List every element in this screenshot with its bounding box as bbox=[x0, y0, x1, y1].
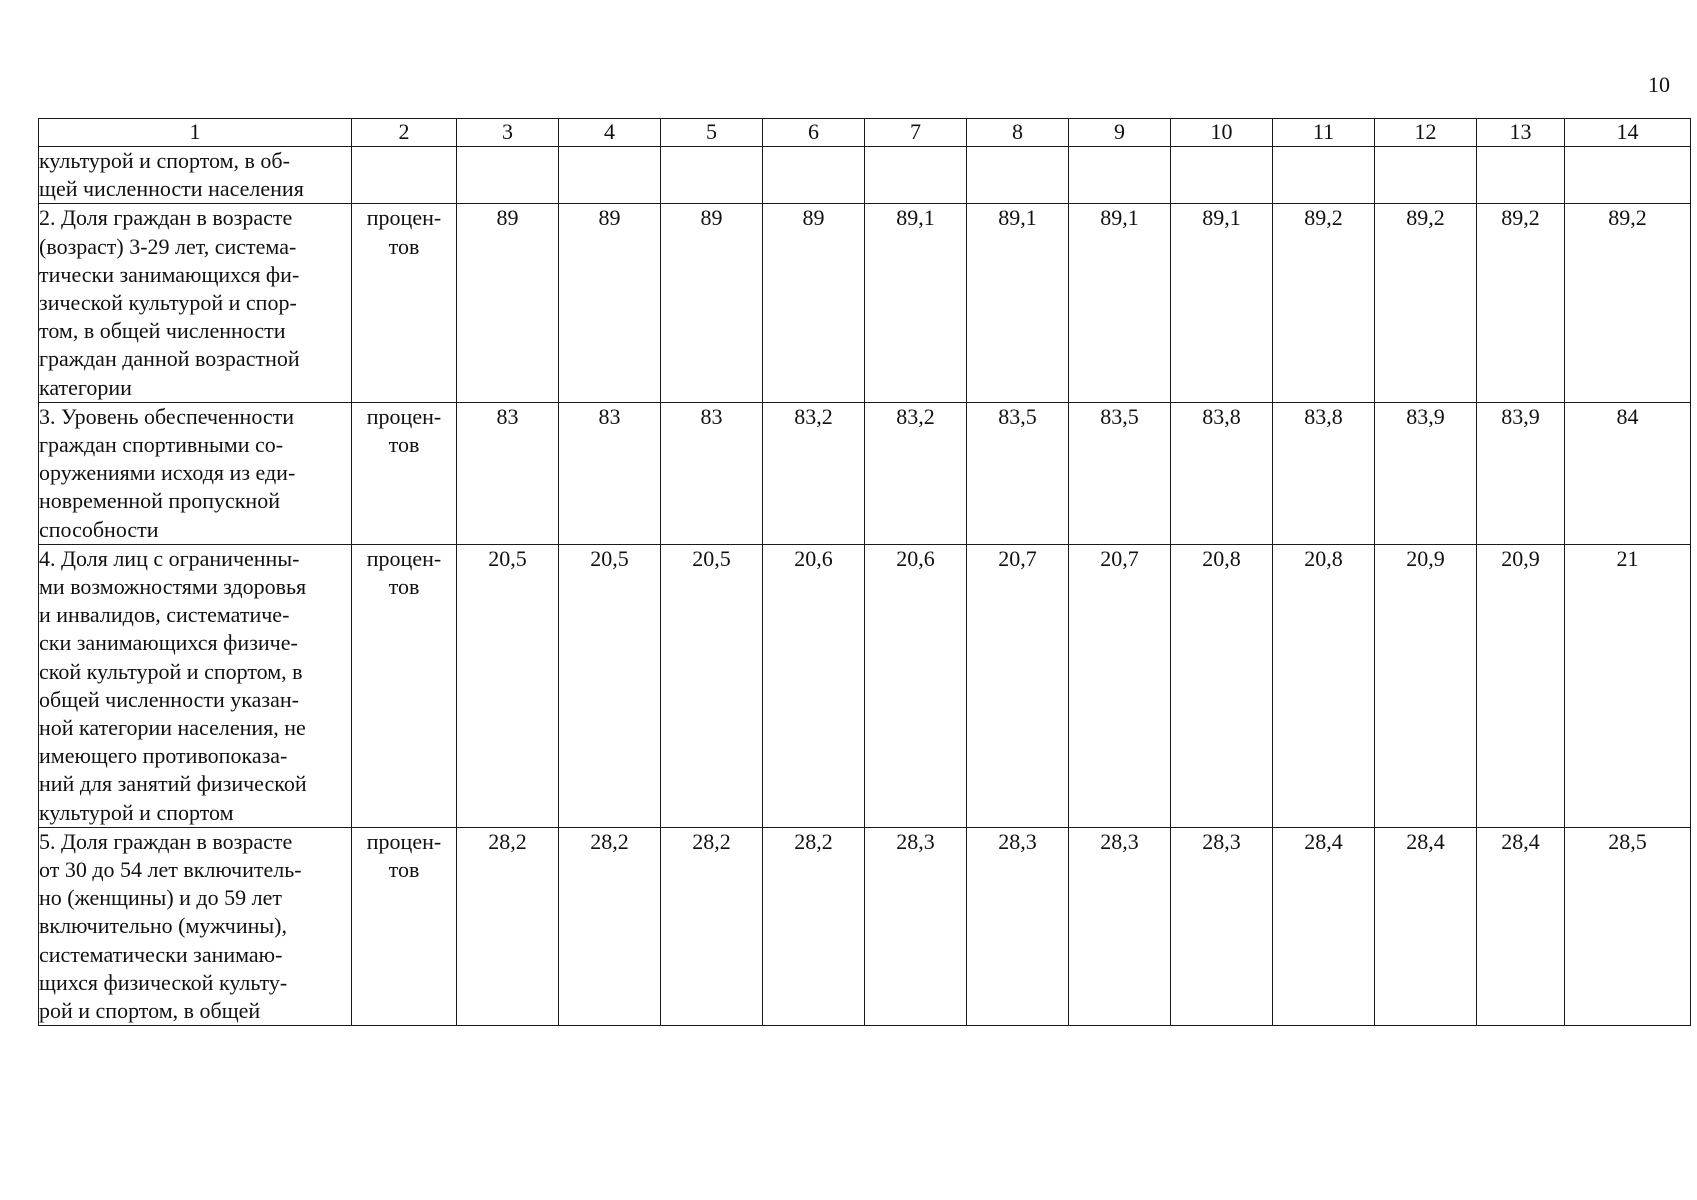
value-cell-col-13: 20,9 bbox=[1477, 544, 1565, 827]
unit-line: процен- bbox=[366, 205, 442, 231]
value-cell-col-3: 28,2 bbox=[457, 827, 559, 1025]
column-header-13: 13 bbox=[1477, 119, 1565, 147]
value-cell-col-5: 28,2 bbox=[661, 827, 763, 1025]
value-cell-col-8: 83,5 bbox=[967, 402, 1069, 544]
unit-line: тов bbox=[388, 432, 420, 458]
indicator-name-line: и инвалидов, систематиче- bbox=[39, 602, 290, 628]
value-cell-col-10: 20,8 bbox=[1171, 544, 1273, 827]
indicator-name-line: оружениями исходя из еди- bbox=[39, 460, 296, 486]
value-cell-col-4: 83 bbox=[559, 402, 661, 544]
unit-line: тов bbox=[388, 233, 420, 259]
table-row bbox=[39, 204, 1691, 402]
unit-line: тов bbox=[388, 574, 420, 600]
indicator-name-line: от 30 до 54 лет включитель- bbox=[39, 857, 302, 883]
value-cell-col-13 bbox=[1477, 147, 1565, 204]
column-header-10: 10 bbox=[1171, 119, 1273, 147]
indicator-name-line: граждан спортивными со- bbox=[39, 432, 284, 458]
column-header-12: 12 bbox=[1375, 119, 1477, 147]
indicator-name-line: щихся физической культу- bbox=[39, 969, 288, 995]
indicator-name-line: 3. Уровень обеспеченности bbox=[39, 403, 295, 429]
indicator-name-line: способности bbox=[39, 516, 159, 542]
indicator-name-line: 2. Доля граждан в возрасте bbox=[39, 205, 293, 231]
indicator-name-line: категории bbox=[39, 374, 132, 400]
unit-cell bbox=[352, 827, 457, 1025]
unit-cell bbox=[352, 402, 457, 544]
indicator-name-cell bbox=[39, 204, 352, 402]
value-cell-col-4: 89 bbox=[559, 204, 661, 402]
value-cell-col-12: 20,9 bbox=[1375, 544, 1477, 827]
value-cell-col-13: 83,9 bbox=[1477, 402, 1565, 544]
value-cell-col-14 bbox=[1565, 147, 1691, 204]
column-header-2: 2 bbox=[352, 119, 457, 147]
indicator-name-line: новременной пропускной bbox=[39, 488, 280, 514]
value-cell-col-5: 89 bbox=[661, 204, 763, 402]
value-cell-col-5 bbox=[661, 147, 763, 204]
value-cell-col-8: 89,1 bbox=[967, 204, 1069, 402]
value-cell-col-4: 28,2 bbox=[559, 827, 661, 1025]
value-cell-col-6: 20,6 bbox=[763, 544, 865, 827]
column-header-4: 4 bbox=[559, 119, 661, 147]
indicator-name-line: культурой и спортом, в об- bbox=[39, 148, 290, 173]
unit-cell bbox=[352, 147, 457, 204]
column-header-8: 8 bbox=[967, 119, 1069, 147]
unit-cell bbox=[352, 544, 457, 827]
value-cell-col-13: 28,4 bbox=[1477, 827, 1565, 1025]
value-cell-col-11: 89,2 bbox=[1273, 204, 1375, 402]
value-cell-col-10 bbox=[1171, 147, 1273, 204]
indicator-name-line: 5. Доля граждан в возрасте bbox=[39, 828, 293, 854]
indicator-name-line: ми возможностями здоровья bbox=[39, 574, 307, 600]
unit-line: процен- bbox=[366, 403, 442, 429]
value-cell-col-9 bbox=[1069, 147, 1171, 204]
indicator-name-line: культурой и спортом bbox=[39, 799, 234, 825]
value-cell-col-5: 83 bbox=[661, 402, 763, 544]
value-cell-col-6: 83,2 bbox=[763, 402, 865, 544]
indicator-name-line: 4. Доля лиц с ограниченны- bbox=[39, 545, 300, 571]
unit-line: процен- bbox=[366, 545, 442, 571]
indicator-name-cell bbox=[39, 147, 352, 204]
indicator-name-line: включительно (мужчины), bbox=[39, 913, 287, 939]
value-cell-col-6: 89 bbox=[763, 204, 865, 402]
value-cell-col-3: 83 bbox=[457, 402, 559, 544]
value-cell-col-12 bbox=[1375, 147, 1477, 204]
value-cell-col-10: 89,1 bbox=[1171, 204, 1273, 402]
header-row bbox=[39, 119, 1691, 147]
unit-cell bbox=[352, 204, 457, 402]
table-body bbox=[39, 147, 1691, 1026]
value-cell-col-6: 28,2 bbox=[763, 827, 865, 1025]
indicator-name-line: общей численности указан- bbox=[39, 686, 299, 712]
value-cell-col-11 bbox=[1273, 147, 1375, 204]
value-cell-col-14: 21 bbox=[1565, 544, 1691, 827]
indicator-name-line: тически занимающихся фи- bbox=[39, 261, 300, 287]
column-header-14: 14 bbox=[1565, 119, 1691, 147]
value-cell-col-3: 89 bbox=[457, 204, 559, 402]
indicator-name-line: ской культурой и спортом, в bbox=[39, 658, 303, 684]
indicator-name-line: (возраст) 3-29 лет, система- bbox=[39, 233, 297, 259]
column-header-11: 11 bbox=[1273, 119, 1375, 147]
column-header-3: 3 bbox=[457, 119, 559, 147]
table-row bbox=[39, 544, 1691, 827]
table-row bbox=[39, 147, 1691, 204]
indicator-name-line: щей численности населения bbox=[39, 176, 304, 202]
value-cell-col-14: 89,2 bbox=[1565, 204, 1691, 402]
column-header-6: 6 bbox=[763, 119, 865, 147]
value-cell-col-8: 20,7 bbox=[967, 544, 1069, 827]
indicator-name-line: имеющего противопоказа- bbox=[39, 743, 288, 769]
indicators-table bbox=[38, 118, 1691, 1026]
value-cell-col-10: 83,8 bbox=[1171, 402, 1273, 544]
value-cell-col-3 bbox=[457, 147, 559, 204]
value-cell-col-7: 28,3 bbox=[865, 827, 967, 1025]
value-cell-col-12: 28,4 bbox=[1375, 827, 1477, 1025]
value-cell-col-7: 83,2 bbox=[865, 402, 967, 544]
indicator-name-line: зической культурой и спор- bbox=[39, 290, 297, 316]
page-number: 10 bbox=[1648, 72, 1670, 97]
indicator-name-cell bbox=[39, 402, 352, 544]
value-cell-col-12: 83,9 bbox=[1375, 402, 1477, 544]
value-cell-col-3: 20,5 bbox=[457, 544, 559, 827]
column-header-1: 1 bbox=[39, 119, 352, 147]
value-cell-col-12: 89,2 bbox=[1375, 204, 1477, 402]
value-cell-col-14: 84 bbox=[1565, 402, 1691, 544]
indicator-name-line: рой и спортом, в общей bbox=[39, 998, 261, 1024]
indicator-name-line: систематически занимаю- bbox=[39, 941, 283, 967]
value-cell-col-9: 83,5 bbox=[1069, 402, 1171, 544]
value-cell-col-11: 28,4 bbox=[1273, 827, 1375, 1025]
value-cell-col-4: 20,5 bbox=[559, 544, 661, 827]
indicator-name-cell bbox=[39, 827, 352, 1025]
column-header-5: 5 bbox=[661, 119, 763, 147]
column-header-7: 7 bbox=[865, 119, 967, 147]
value-cell-col-4 bbox=[559, 147, 661, 204]
value-cell-col-14: 28,5 bbox=[1565, 827, 1691, 1025]
value-cell-col-9: 20,7 bbox=[1069, 544, 1171, 827]
indicator-name-line: ски занимающихся физиче- bbox=[39, 630, 298, 656]
unit-line: тов bbox=[388, 857, 420, 883]
indicator-name-line: граждан данной возрастной bbox=[39, 346, 300, 372]
value-cell-col-6 bbox=[763, 147, 865, 204]
value-cell-col-7: 89,1 bbox=[865, 204, 967, 402]
indicator-name-line: том, в общей численности bbox=[39, 318, 286, 344]
value-cell-col-11: 83,8 bbox=[1273, 402, 1375, 544]
value-cell-col-10: 28,3 bbox=[1171, 827, 1273, 1025]
indicator-name-line: ной категории населения, не bbox=[39, 715, 306, 741]
column-header-9: 9 bbox=[1069, 119, 1171, 147]
unit-line: процен- bbox=[366, 828, 442, 854]
indicator-name-cell bbox=[39, 544, 352, 827]
value-cell-col-9: 28,3 bbox=[1069, 827, 1171, 1025]
value-cell-col-5: 20,5 bbox=[661, 544, 763, 827]
value-cell-col-9: 89,1 bbox=[1069, 204, 1171, 402]
value-cell-col-8: 28,3 bbox=[967, 827, 1069, 1025]
table-row bbox=[39, 827, 1691, 1025]
value-cell-col-7: 20,6 bbox=[865, 544, 967, 827]
table-row bbox=[39, 402, 1691, 544]
value-cell-col-7 bbox=[865, 147, 967, 204]
value-cell-col-8 bbox=[967, 147, 1069, 204]
value-cell-col-11: 20,8 bbox=[1273, 544, 1375, 827]
value-cell-col-13: 89,2 bbox=[1477, 204, 1565, 402]
indicator-name-line: ний для занятий физической bbox=[39, 771, 307, 797]
indicator-name-line: но (женщины) и до 59 лет bbox=[39, 885, 282, 911]
